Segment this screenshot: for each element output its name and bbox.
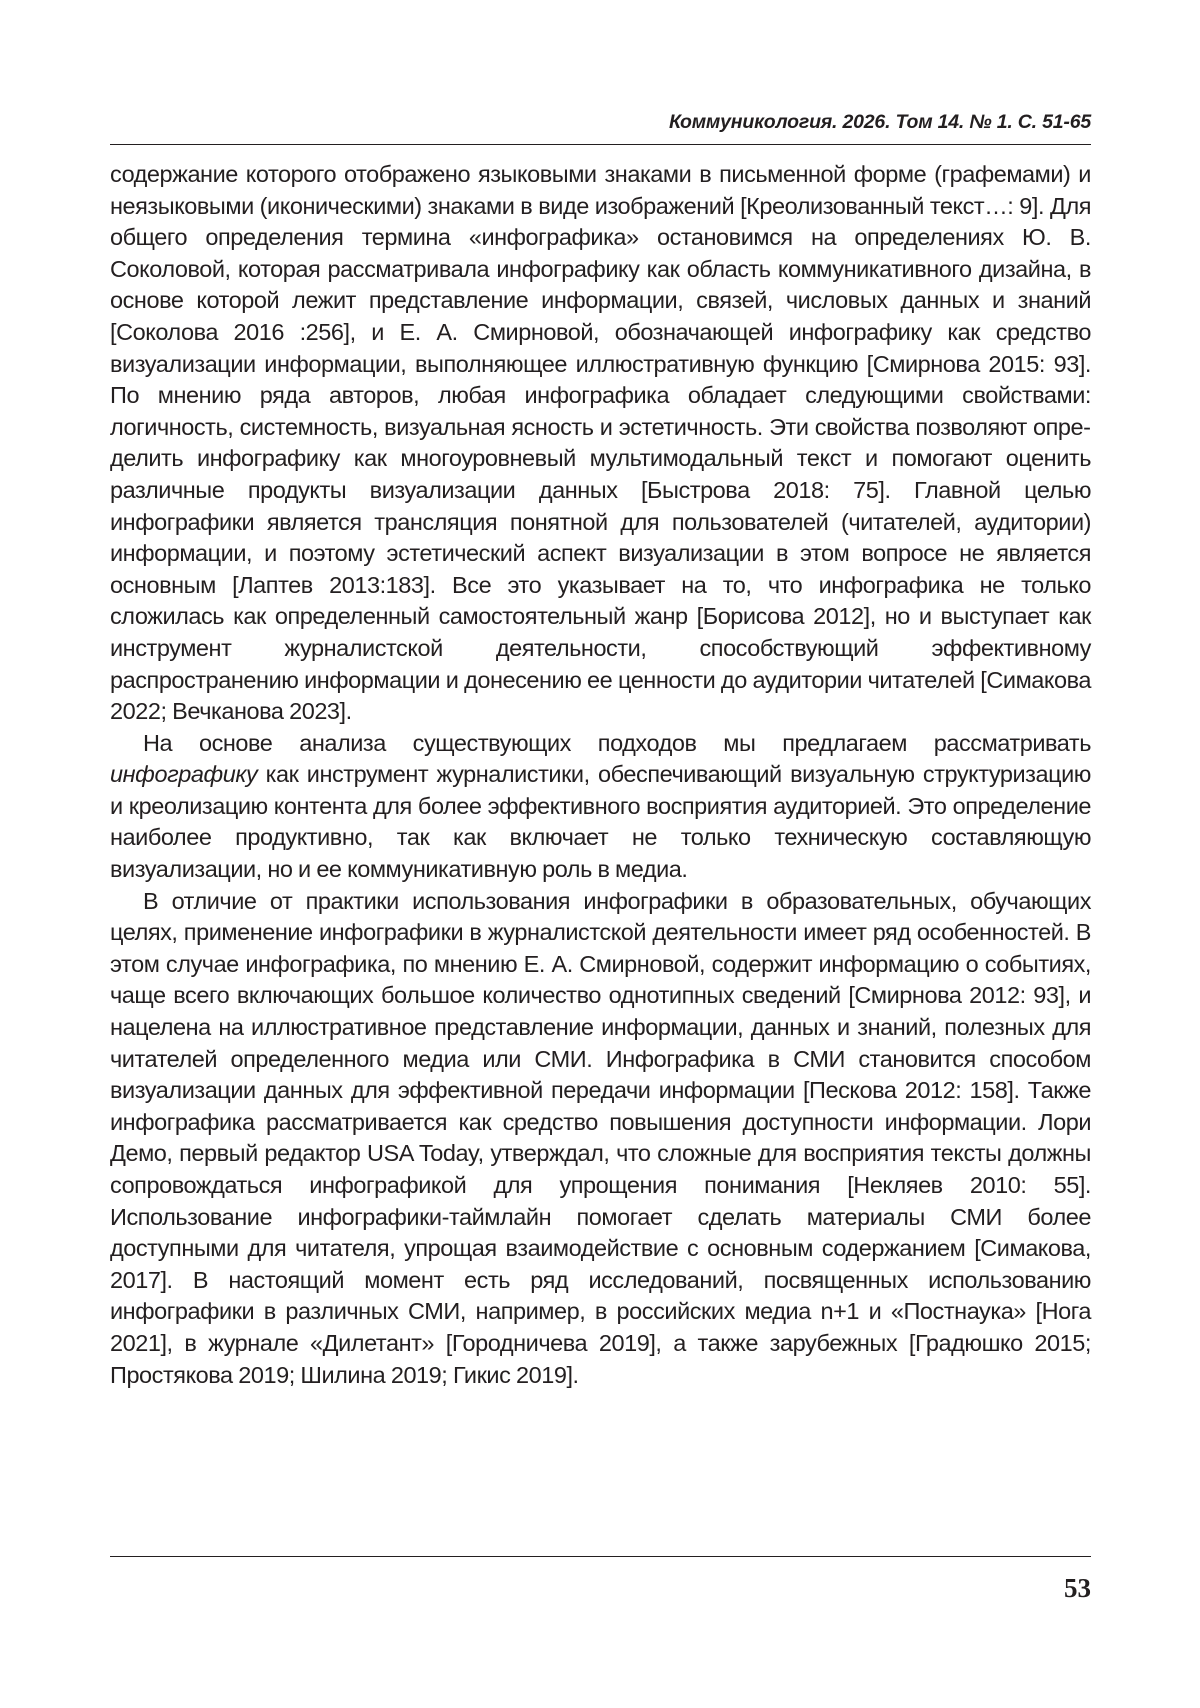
paragraph-1: содержание которого отображено языковыми знаками в письменной форме (графемами) и неязыковыми (иконическими) знаками в виде изображений [Креолизованный текст…: 9]. Для общего определения термина «инфографика» остановимся на определениях Ю. В. Соколовой, которая рассматривала инфографику как область коммуникативного дизайна, в основе которой лежит представление информации, связей, числовых данных и знаний [Соколова 2016 :256], и Е. А. Смирновой, обозначающей инфографику как средство визуализации информации, выполняющее иллюстративную функцию [Смирнова 2015: 93]. По мнению ряда авторов, любая инфографика обладает следующими свойствами: логичность, системность, визуальная ясность и эстетичность. Эти свойства позволяют определить инфографику как многоуровневый мультимодальный текст и помогают оценить различные продукты визуализации данных [Быстрова 2018: 75]. Главной целью инфографики является трансляция понятной для пользователей (читателей, аудитории) информации, и поэтому эстетический аспект визуализации в этом вопросе не является основным [Лаптев 2013:183]. Все это указывает на то, что инфографика не только сложилась как определенный самостоятельный жанр [Борисова 2012], но и выступает как инструмент журналистской деятельности, способствующий эффективному распространению информации и донесению ее ценности до аудитории читателей [Симакова 2022; Вечканова 2023]. <box>110 161 1091 725</box>
paragraph-2-rest: как инструмент журналистики, обеспечивающий визуальную структуризацию и креолизацию контента для более эффективного восприятия аудиторией. Это определение наиболее продуктивно, так как включает не только техническую составляющую визуализации, но и ее коммуникативную роль в медиа. <box>110 761 1091 883</box>
defined-term: инфографику <box>110 761 258 788</box>
paragraph-3: В отличие от практики использования инфографики в образовательных, обучающих целях, применение инфографики в журналистской деятельности имеет ряд особенностей. В этом случае инфографика, по мнению Е. А. Смирновой, содержит информацию о событиях, чаще всего включающих большое количество однотипных сведений [Смирнова 2012: 93], и нацелена на иллюстративное представление информации, данных и знаний, полезных для читателей определенного медиа или СМИ. Инфографика в СМИ становится способом визуализации данных для эффективной передачи информации [Пескова 2012: 158]. Также инфографика рассматривается как средство повышения доступности информации. Лори Демо, первый редактор USA Today, утверждал, что сложные для восприятия тексты должны сопровождаться инфографикой для упрощения понимания [Некляев 2010: 55]. Использование инфографики-таймлайн помогает сделать материалы СМИ более доступными для читателя, упрощая взаимодействие с основным содержанием [Симакова, 2017]. В настоящий момент есть ряд исследований, посвященных использованию инфографики в различных СМИ, например, в российских медиа n+1 и «Постнаука» [Нога 2021], в журнале «Дилетант» [Городничева 2019], а также зарубежных [Градюшко 2015; Простякова 2019; Шилина 2019; Гикис 2019]. <box>110 887 1091 1388</box>
running-head: Коммуникология. 2026. Том 14. № 1. С. 51-65 <box>668 111 1091 133</box>
article-body <box>110 159 1091 1391</box>
footer-rule <box>110 1556 1091 1557</box>
paragraph-2 <box>110 728 1091 886</box>
paragraph-2-lead: На основе анализа существующих подходов мы предлагаем рассматривать <box>143 729 1091 756</box>
header-rule <box>110 144 1091 145</box>
page-number: 53 <box>1064 1573 1091 1603</box>
